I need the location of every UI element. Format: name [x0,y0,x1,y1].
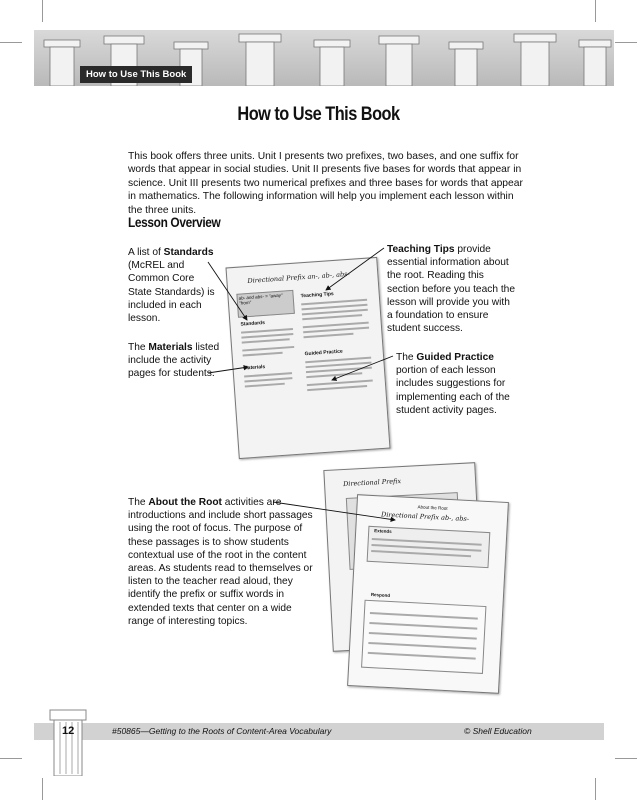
section-label: How to Use This Book [80,66,192,83]
intro-paragraph: This book offers three units. Unit I presents two prefixes, two bases, and one suffix for words that appear in social studies. Unit II presents five bases for words that appear in science. Unit III presents two numerical prefixes and three bases for words that appear in mathematics. The following information will help you implement each lesson within the three units. [128,151,523,216]
sample-page-teaching-tips: Teaching Tips [300,291,334,300]
sample-page-title: Directional Prefix ab-, abs- [380,510,470,524]
sample-page-title: Directional Prefix an-, ab-, abs- [247,269,350,286]
about-root-callout: The About the Root activities are introductions and include short passages using the root of focus. The purpose of these passages is to show students contextual use of the root in the content areas. As students read to themselves or listen to the teacher read aloud, they identify the prefix or suffix words in extended texts that center on a wide range of interesting topics. [128,497,313,627]
sample-page-guided-practice: Guided Practice [304,348,343,358]
guided-practice-callout: The Guided Practice portion of each lesson includes suggestions for implementing each of the student activity pages. [396,352,510,416]
sample-page-standards: Standards [240,319,266,328]
sample-page-section: About the Root [417,504,448,511]
sample-page-response: Respond [370,592,391,599]
page-title: How to Use This Book [237,104,400,125]
footer-book-title: #50865—Getting to the Roots of Content-Area Vocabulary [112,726,332,736]
teaching-tips-callout: Teaching Tips provide essential information about the root. Reading this section before you teach the lesson will provide you with a foundation to ensure student success. [387,244,515,335]
footer-publisher: © Shell Education [464,726,532,736]
sample-page-box: ab- and abs- = "away" "from" [238,292,283,306]
sample-page-title: Directional Prefix [342,477,402,489]
materials-callout: The Materials listed include the activity pages for students. [128,342,220,380]
standards-callout: A list of Standards (McREL and Common Core State Standards) is included in each lesson. [128,247,215,325]
sample-page-box: Extends [374,528,392,535]
sample-page-materials: Materials [243,364,266,372]
lesson-overview-heading: Lesson Overview [128,215,221,230]
page-number: 12 [62,725,75,737]
column-icon [48,708,88,776]
